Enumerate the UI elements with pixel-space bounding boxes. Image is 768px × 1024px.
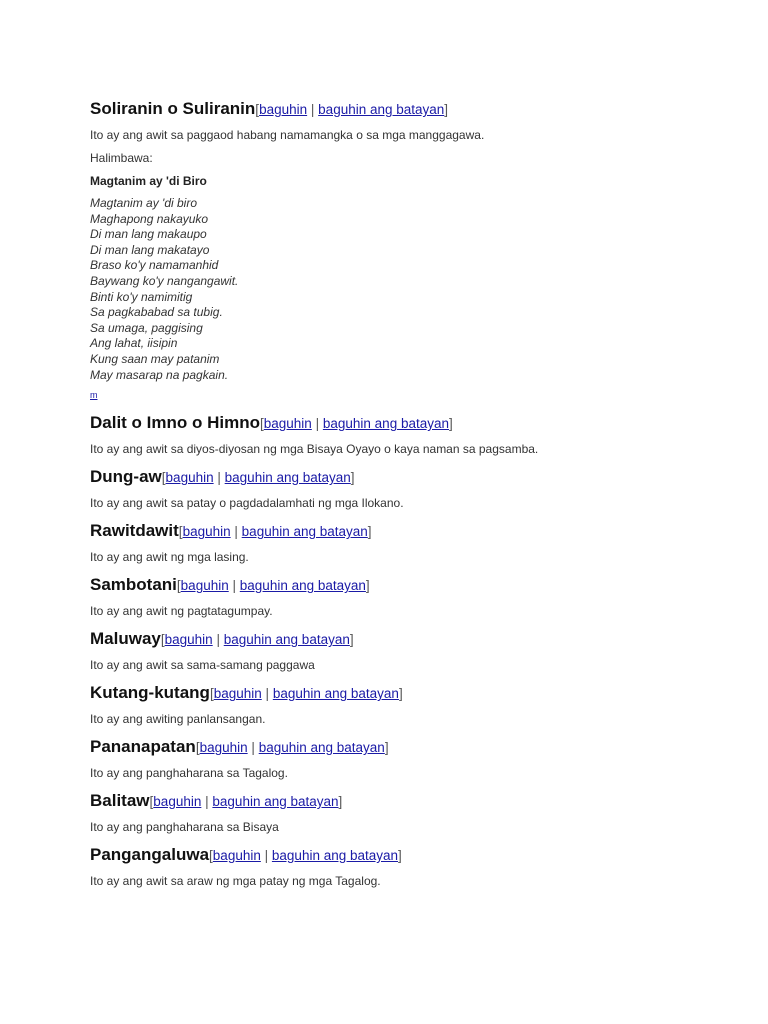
section-title: Dung-aw [90, 467, 162, 487]
section-description: Ito ay ang awit sa araw ng mga patay ng mga Tagalog. [90, 874, 381, 889]
edit-link[interactable]: baguhin [199, 740, 248, 756]
edit-separator: | [216, 632, 220, 648]
section-description: Ito ay ang awit sa paggaod habang namamangka o sa mga manggagawa. [90, 128, 485, 142]
edit-source-link[interactable]: baguhin ang batayan [241, 524, 368, 540]
section-heading [90, 466, 690, 489]
section-title: Balitaw [90, 791, 150, 811]
edit-separator: | [265, 686, 270, 702]
section-description: Ito ay ang awit ng mga lasing. [90, 550, 249, 565]
edit-source-link[interactable]: baguhin ang batayan [239, 578, 366, 594]
edit-source-link[interactable]: baguhin ang batayan [224, 470, 351, 486]
section-title: Maluway [90, 629, 161, 649]
edit-source-link[interactable]: baguhin ang batayan [223, 632, 350, 648]
section-heading [90, 98, 690, 121]
edit-links: [baguhin | baguhin ang batayan] [255, 102, 449, 117]
edit-links: [baguhin | baguhin ang batayan] [209, 848, 402, 864]
edit-separator: | [205, 794, 209, 810]
edit-separator: | [234, 524, 238, 540]
edit-links: [baguhin | baguhin ang batayan] [161, 470, 355, 486]
section-heading [90, 736, 690, 759]
edit-separator: | [217, 470, 221, 486]
edit-links: [baguhin | baguhin ang batayan] [178, 524, 372, 540]
poem-line: Ang lahat, iisipin [90, 336, 178, 351]
edit-source-link[interactable]: baguhin ang batayan [271, 848, 399, 864]
article-body [90, 98, 690, 889]
edit-separator: | [251, 740, 255, 756]
poem-line: Baywang ko'y nangangawit. [90, 273, 239, 288]
section-heading [90, 520, 690, 543]
section-heading [90, 682, 690, 705]
edit-separator: | [310, 102, 315, 117]
edit-separator: | [264, 848, 269, 864]
edit-source-link[interactable]: baguhin ang batayan [212, 794, 339, 810]
section-heading [90, 628, 690, 651]
section-heading [90, 412, 690, 435]
section-description: Ito ay ang awit sa diyos-diyosan ng mga Bisaya Oyayo o kaya naman sa pagsamba. [90, 442, 539, 457]
edit-link[interactable]: baguhin [180, 578, 229, 594]
poem-line: Di man lang makatayo [90, 242, 210, 257]
section-heading [90, 574, 690, 597]
edit-links: [baguhin | baguhin ang batayan] [160, 632, 354, 648]
poem-line: Maghapong nakayuko [90, 211, 209, 226]
edit-link[interactable]: baguhin [259, 102, 308, 117]
poem [90, 196, 690, 383]
edit-link[interactable]: baguhin [164, 632, 213, 648]
section-description: Ito ay ang awit ng pagtatagumpay. [90, 604, 273, 619]
edit-source-link[interactable]: baguhin ang batayan [258, 740, 385, 756]
edit-link[interactable]: baguhin [182, 524, 231, 540]
section-title: Rawitdawit [90, 521, 179, 541]
edit-link[interactable]: baguhin [153, 794, 202, 810]
section-heading [90, 790, 690, 813]
example-label: Halimbawa: [90, 151, 153, 165]
edit-source-link[interactable]: baguhin ang batayan [272, 686, 399, 702]
section-description: Ito ay ang panghaharana sa Bisaya [90, 820, 279, 835]
edit-source-link[interactable]: baguhin ang batayan [318, 102, 445, 117]
edit-link[interactable]: baguhin [213, 686, 262, 702]
section-title: Dalit o Imno o Himno [90, 413, 260, 433]
poem-line: May masarap na pagkain. [90, 367, 229, 382]
poem-line: Di man lang makaupo [90, 227, 207, 242]
section-description: Ito ay ang awiting panlansangan. [90, 712, 266, 727]
edit-links: [baguhin | baguhin ang batayan] [195, 740, 389, 756]
edit-source-link[interactable]: baguhin ang batayan [322, 416, 449, 432]
edit-link[interactable]: baguhin [263, 416, 312, 432]
poem-line: Kung saan may patanim [90, 351, 220, 366]
edit-links: [baguhin | baguhin ang batayan] [176, 578, 370, 594]
section-title: Pananapatan [90, 737, 196, 757]
poem-line: Sa pagkababad sa tubig. [90, 305, 223, 320]
section-title: Kutang-kutang [90, 683, 210, 703]
edit-links: [baguhin | baguhin ang batayan] [260, 416, 453, 432]
poem-title: Magtanim ay 'di Biro [90, 174, 207, 188]
poem-line: Braso ko'y namamanhid [90, 258, 219, 273]
edit-separator: | [315, 416, 320, 432]
edit-separator: | [232, 578, 237, 594]
poem-line: Binti ko'y namimitig [90, 289, 193, 304]
edit-link[interactable]: baguhin [165, 470, 214, 486]
section-description: Ito ay ang panghaharana sa Tagalog. [90, 766, 288, 781]
edit-links: [baguhin | baguhin ang batayan] [209, 686, 403, 702]
section-heading [90, 844, 690, 867]
section-title: Pangangaluwa [90, 845, 210, 865]
edit-links: [baguhin | baguhin ang batayan] [149, 794, 343, 810]
poem-line: Magtanim ay 'di biro [90, 196, 198, 210]
section-description: Ito ay ang awit sa patay o pagdadalamhati ng mga Ilokano. [90, 496, 404, 511]
section-title: Sambotani [90, 575, 177, 595]
edit-link[interactable]: baguhin [212, 848, 261, 864]
poem-line: Sa umaga, paggising [90, 320, 203, 335]
section-description: Ito ay ang awit sa sama-samang paggawa [90, 658, 315, 673]
section-title: Soliranin o Suliranin [90, 99, 256, 118]
reference-link[interactable]: m [90, 390, 98, 401]
